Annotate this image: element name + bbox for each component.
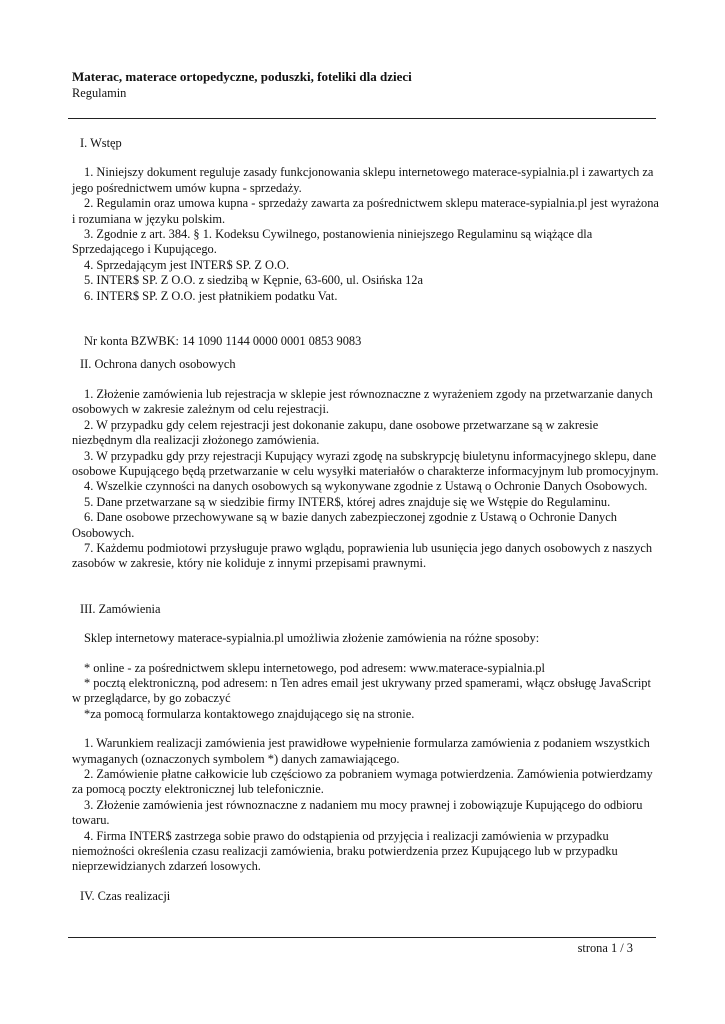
orders-item: 2. Zamówienie płatne całkowicie lub częściowo za pobraniem wymaga potwierdzenia. Zamówienia potwierdzamy za pomocą poczty elektronicznej lub telefonicznie. — [72, 767, 653, 797]
data-protection-item: 6. Dane osobowe przechowywane są w bazie danych zabezpieczonej zgodnie z Ustawą o Ochronie Danych Osobowych. — [72, 510, 617, 540]
intro-item: 6. INTER$ SP. Z O.O. jest płatnikiem podatku Vat. — [84, 288, 338, 303]
orders-intro: Sklep internetowy materace-sypialnia.pl umożliwia złożenie zamówienia na różne sposoby: — [84, 631, 540, 646]
section-title-delivery-time: IV. Czas realizacji — [80, 888, 171, 903]
section-title-orders: III. Zamówienia — [80, 601, 161, 616]
data-protection-item: 1. Złożenie zamówienia lub rejestracja w sklepie jest równoznaczne z wyrażeniem zgody na przetwarzanie danych osobowych w zakresie zależnym od celu rejestracji. — [72, 386, 653, 417]
bank-account: Nr konta BZWBK: 14 1090 1144 0000 0001 0853 9083 — [84, 334, 362, 349]
data-protection-item: 5. Dane przetwarzane są w siedzibie firmy INTER$, której adres znajduje się we Wstępie do Regulaminu. — [84, 494, 611, 509]
orders-item: 4. Firma INTER$ zastrzega sobie prawo do odstąpienia od przyjęcia i realizacji zamówienia w przypadku niemożności określenia czasu realizacji zamówienia, braku potwierdzenia przez Kupującego lub w przypadku nieprzewidzianych zdarzeń losowych. — [72, 828, 618, 874]
order-method: * pocztą elektroniczną, pod adresem: n Ten adres email jest ukrywany przed spamerami, włącz obsługę JavaScript w przeglądarce, by go zobaczyć — [72, 675, 651, 706]
document-header — [72, 69, 652, 101]
data-protection-item: 4. Wszelkie czynności na danych osobowych są wykonywane zgodnie z Ustawą o Ochronie Danych Osobowych. — [84, 479, 648, 494]
header-divider — [68, 118, 656, 119]
data-protection-item: 2. W przypadku gdy celem rejestracji jest dokonanie zakupu, dane osobowe przetwarzane są w zakresie niezbędnym dla realizacji złożonego zamówienia. — [72, 417, 599, 448]
section-title-intro: I. Wstęp — [80, 136, 122, 150]
document-subtitle: Regulamin — [72, 86, 127, 100]
order-method: * online - za pośrednictwem sklepu internetowego, pod adresem: www.materace-sypialnia.pl — [84, 660, 545, 675]
orders-item: 3. Złożenie zamówienia jest równoznaczne z nadaniem mu mocy prawnej i zobowiązuje Kupującego do odbioru towaru. — [72, 797, 643, 828]
orders-item: 1. Warunkiem realizacji zamówienia jest prawidłowe wypełnienie formularza zamówienia z podaniem wszystkich wymaganych (oznaczonych symbolem *) danych zamawiającego. — [72, 736, 650, 766]
intro-item: 3. Zgodnie z art. 384. § 1. Kodeksu Cywilnego, postanowienia niniejszego Regulaminu są wiążące dla Sprzedającego i Kupującego. — [72, 227, 593, 257]
intro-item: 5. INTER$ SP. Z O.O. z siedzibą w Kępnie, 63-600, ul. Osińska 12a — [84, 273, 423, 288]
order-method: *za pomocą formularza kontaktowego znajdującego się na stronie. — [84, 706, 415, 721]
page-number: strona 1 / 3 — [577, 941, 633, 955]
intro-item: 4. Sprzedającym jest INTER$ SP. Z O.O. — [84, 257, 290, 272]
footer-divider — [68, 937, 656, 938]
intro-item: 1. Niniejszy dokument reguluje zasady funkcjonowania sklepu internetowego materace-sypialnia.pl i zawartych za jego pośrednictwem umów kupna - sprzedaży. — [72, 165, 654, 195]
document-title: Materac, materace ortopedyczne, poduszki, foteliki dla dzieci — [72, 69, 412, 84]
section-title-data-protection: II. Ochrona danych osobowych — [80, 357, 236, 372]
document-body — [72, 136, 660, 904]
data-protection-item: 7. Każdemu podmiotowi przysługuje prawo wglądu, poprawienia lub usunięcia jego danych osobowych z naszych zasobów w zakresie, który nie koliduje z innymi przepisami prawnymi. — [72, 540, 653, 571]
intro-item: 2. Regulamin oraz umowa kupna - sprzedaży zawarta za pośrednictwem sklepu materace-sypialnia.pl jest wyrażona i rozumiana w języku polskim. — [72, 196, 659, 226]
data-protection-item: 3. W przypadku gdy przy rejestracji Kupujący wyrazi zgodę na subskrypcję biuletynu informacyjnego sklepu, dane osobowe Kupującego będą przetwarzanie w celu wysyłki materiałów o charakterze informacyjnym lub promocyjnym. — [72, 448, 659, 478]
